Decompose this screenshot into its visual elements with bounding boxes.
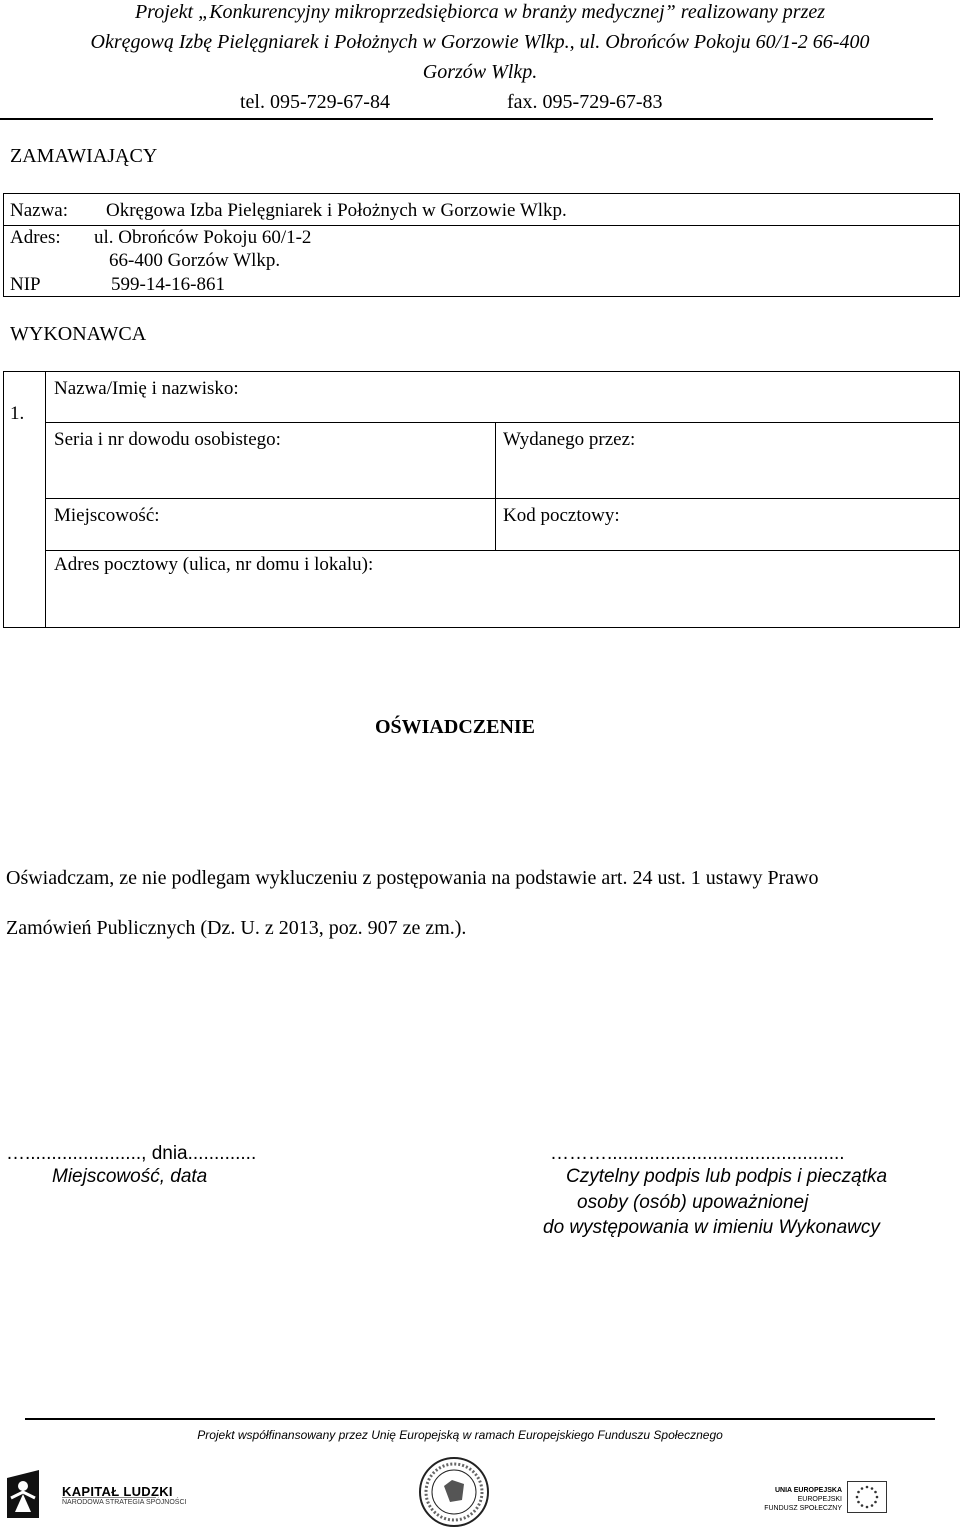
footer-rule — [25, 1418, 935, 1420]
place-date-dots: …......................, dnia............. — [6, 1143, 257, 1164]
eu-flag-icon — [847, 1481, 887, 1513]
middle-column-divider — [495, 422, 496, 550]
signature-dots: ………............................................. — [550, 1143, 845, 1164]
kapital-ludzki-title: KAPITAŁ LUDZKI — [62, 1484, 173, 1499]
signature-caption-2: osoby (osób) upoważnionej — [577, 1192, 809, 1213]
wykonawca-box — [3, 371, 960, 628]
adres-line-2: 66-400 Gorzów Wlkp. — [109, 250, 281, 271]
nip-label: NIP — [10, 274, 41, 295]
zamawiajacy-box — [3, 193, 960, 297]
eu-logo-text — [762, 1486, 842, 1513]
eu-logo-line-1: UNIA EUROPEJSKA — [774, 1487, 842, 1494]
address-label: Adres pocztowy (ulica, nr domu i lokalu): — [54, 554, 374, 575]
statement-line-1: Oświadczam, ze nie podlegam wykluczeniu z postępowania na podstawie art. 24 ust. 1 ustawy Prawo — [6, 867, 819, 889]
divider-3 — [45, 550, 959, 551]
footer-note: Projekt współfinansowany przez Unię Europejską w ramach Europejskiego Funduszu Społecznego — [197, 1428, 723, 1442]
header-tel: tel. 095-729-67-84 — [240, 91, 390, 113]
name-label: Nazwa/Imię i nazwisko: — [54, 378, 239, 399]
city-label: Miejscowość: — [54, 505, 160, 526]
header-line-3: Gorzów Wlkp. — [422, 61, 538, 83]
divider-2 — [45, 498, 959, 499]
wykonawca-heading: WYKONAWCA — [10, 323, 147, 345]
nurses-chamber-seal-icon — [418, 1456, 490, 1528]
eu-logo-line-2: EUROPEJSKI — [797, 1496, 842, 1503]
number-column-divider — [45, 372, 46, 627]
header-line-2: Okręgową Izbę Pielęgniarek i Położnych w Gorzowie Wlkp., ul. Obrońców Pokoju 60/1-2 66-400 — [90, 31, 870, 53]
header-rule — [0, 118, 933, 120]
adres-label: Adres: — [10, 227, 61, 248]
issued-by-label: Wydanego przez: — [503, 429, 636, 450]
id-label: Seria i nr dowodu osobistego: — [54, 429, 281, 450]
place-date-caption: Miejscowość, data — [52, 1166, 208, 1187]
header-fax: fax. 095-729-67-83 — [507, 91, 663, 113]
signature-caption-1: Czytelny podpis lub podpis i pieczątka — [566, 1166, 888, 1187]
divider-1 — [45, 422, 959, 423]
postcode-label: Kod pocztowy: — [503, 505, 620, 526]
kapital-ludzki-emblem-icon — [3, 1468, 43, 1520]
nip-value: 599-14-16-861 — [111, 274, 225, 295]
kapital-ludzki-rule — [62, 1497, 156, 1498]
statement-line-2: Zamówień Publicznych (Dz. U. z 2013, poz. 907 ze zm.). — [6, 917, 467, 939]
header-line-1: Projekt „Konkurencyjny mikroprzedsiębiorca w branży medycznej” realizowany przez — [134, 1, 826, 23]
adres-line-1: ul. Obrońców Pokoju 60/1-2 — [94, 227, 312, 248]
statement-title: OŚWIADCZENIE — [374, 716, 536, 738]
nazwa-label: Nazwa: — [10, 200, 69, 221]
signature-caption-3: do występowania w imieniu Wykonawcy — [543, 1217, 880, 1238]
zamawiajacy-heading: ZAMAWIAJĄCY — [10, 145, 158, 167]
wykonawca-number: 1. — [10, 403, 25, 424]
kapital-ludzki-subtitle: NARODOWA STRATEGIA SPÓJNOŚCI — [62, 1499, 187, 1506]
nazwa-value: Okręgowa Izba Pielęgniarek i Położnych w Gorzowie Wlkp. — [106, 200, 567, 221]
eu-logo-line-3: FUNDUSZ SPOŁECZNY — [764, 1505, 842, 1512]
